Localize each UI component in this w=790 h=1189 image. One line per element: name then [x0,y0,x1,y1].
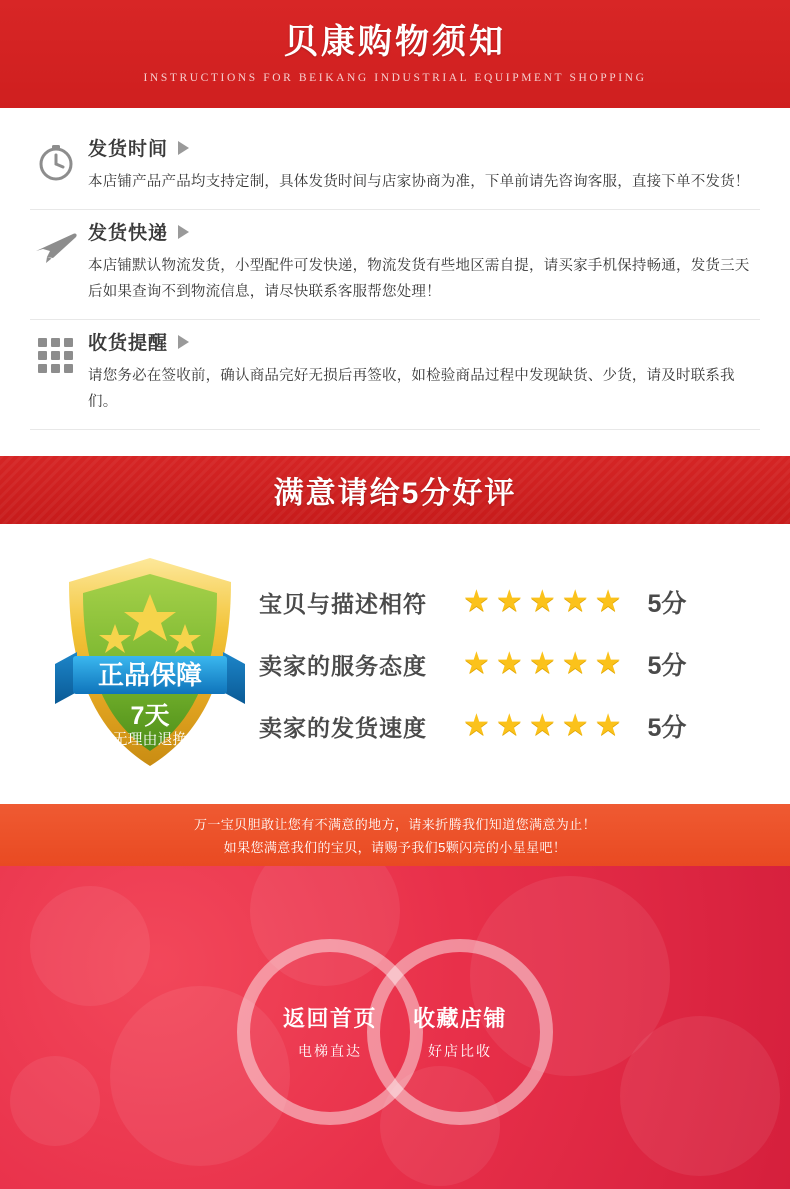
rating-banner [0,456,790,524]
strip-line-2: 如果您满意我们的宝贝，请赐予我们5颗闪亮的小星星吧！ [223,840,567,855]
notice-item-receiving [30,320,760,430]
notice-title: 发货时间 [88,139,169,160]
rating-section [0,524,790,804]
star-icon: ★ [463,709,490,742]
satisfaction-strip [0,804,790,866]
quality-guarantee-badge [55,552,245,777]
rating-row [259,571,750,633]
rating-label: 卖家的发货速度 [259,714,427,741]
star-icon: ★ [528,647,556,680]
svg-text:无理由退换: 无理由退换 [112,730,188,748]
svg-text:正品保障: 正品保障 [97,659,203,690]
rating-score: 5分 [647,652,687,680]
rating-row [259,695,750,757]
star-icon: ★ [594,709,622,742]
notice-body [82,134,760,195]
star-icon: ★ [528,585,556,618]
notice-text: 本店铺默认物流发货，小型配件可发快递，物流发货有些地区需自提，请买家手机保持畅通，发货三天后如果查询不到物流信息，请尽快联系客服帮您处理！ [88,258,750,300]
triangle-right-icon [178,225,189,239]
star-rating [463,649,622,679]
star-icon: ★ [594,585,622,618]
rating-list [245,571,750,757]
star-icon: ★ [594,647,622,680]
notice-body [82,218,760,305]
favorite-shop-sublabel: 好店比收 [428,1043,492,1059]
rating-banner-text: 满意请给5分好评 [273,477,517,510]
notice-title: 收货提醒 [88,333,169,354]
clock-icon [30,134,82,190]
back-to-home-sublabel: 电梯直达 [298,1043,362,1059]
back-to-home-label: 返回首页 [282,1006,377,1031]
star-icon: ★ [561,647,589,680]
notice-text: 本店铺产品产品均支持定制，具体发货时间与店家协商为准，下单前请先咨询客服，直接下单不发货！ [88,174,750,190]
footer-buttons [0,866,790,1189]
page-subtitle: INSTRUCTIONS FOR BEIKANG INDUSTRIAL EQUIPMENT SHOPPING [143,72,647,84]
favorite-shop-label: 收藏店铺 [412,1006,507,1031]
rating-score: 5分 [647,714,687,742]
grid-icon [30,328,82,384]
notice-title: 发货快递 [88,223,169,244]
notice-head [88,134,760,161]
notice-head [88,328,760,355]
triangle-right-icon [178,141,189,155]
favorite-shop-button[interactable] [367,939,553,1125]
star-icon: ★ [463,585,490,618]
notice-head [88,218,760,245]
footer-section [0,866,790,1189]
page-title: 贝康购物须知 [284,23,506,61]
notice-section [0,108,790,456]
star-rating [463,711,622,741]
star-icon: ★ [528,709,556,742]
star-icon: ★ [561,585,589,618]
triangle-right-icon [178,335,189,349]
rating-label: 卖家的服务态度 [259,652,427,679]
star-icon: ★ [495,647,523,680]
star-icon: ★ [495,709,523,742]
notice-item-express [30,210,760,320]
page-header [0,0,790,108]
svg-text:7天: 7天 [130,701,170,730]
rating-score: 5分 [647,590,687,618]
star-icon: ★ [561,709,589,742]
notice-body [82,328,760,415]
star-rating [463,587,622,617]
star-icon: ★ [495,585,523,618]
star-icon: ★ [463,647,490,680]
strip-line-1: 万一宝贝胆敢让您有不满意的地方，请来折腾我们知道您满意为止！ [193,817,596,832]
notice-item-shipping-time [30,126,760,210]
rating-label: 宝贝与描述相符 [259,590,427,617]
airplane-icon [30,218,82,274]
notice-text: 请您务必在签收前，确认商品完好无损后再签收，如检验商品过程中发现缺货、少货，请及时联系我们。 [88,368,735,410]
rating-row [259,633,750,695]
